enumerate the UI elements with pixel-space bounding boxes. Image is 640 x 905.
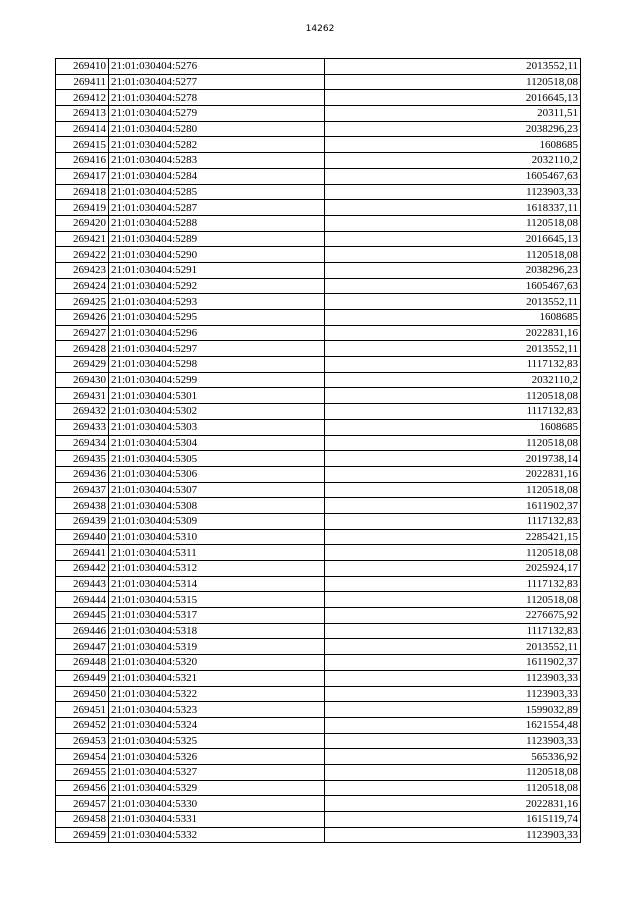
row-id-cell: 269440 bbox=[56, 529, 109, 545]
row-id-cell: 269419 bbox=[56, 200, 109, 216]
table-row bbox=[56, 733, 581, 749]
row-id-cell: 269420 bbox=[56, 215, 109, 231]
cadastral-value-cell: 1123903,33 bbox=[325, 670, 581, 686]
cadastral-number-cell: 21:01:030404:5298 bbox=[109, 357, 325, 373]
row-id-cell: 269416 bbox=[56, 153, 109, 169]
table-row bbox=[56, 655, 581, 671]
cadastral-value-cell: 2013552,11 bbox=[325, 59, 581, 75]
cadastral-number-cell: 21:01:030404:5284 bbox=[109, 168, 325, 184]
row-id-cell: 269429 bbox=[56, 357, 109, 373]
cadastral-value-cell: 1117132,83 bbox=[325, 623, 581, 639]
row-id-cell: 269451 bbox=[56, 702, 109, 718]
cadastral-number-cell: 21:01:030404:5312 bbox=[109, 561, 325, 577]
row-id-cell: 269434 bbox=[56, 435, 109, 451]
cadastral-number-cell: 21:01:030404:5332 bbox=[109, 827, 325, 843]
cadastral-value-cell: 1611902,37 bbox=[325, 498, 581, 514]
table-row bbox=[56, 451, 581, 467]
cadastral-value-cell: 1117132,83 bbox=[325, 513, 581, 529]
cadastral-number-cell: 21:01:030404:5308 bbox=[109, 498, 325, 514]
cadastral-value-cell: 1120518,08 bbox=[325, 74, 581, 90]
table-row bbox=[56, 702, 581, 718]
row-id-cell: 269457 bbox=[56, 796, 109, 812]
cadastral-value-cell: 1120518,08 bbox=[325, 780, 581, 796]
row-id-cell: 269439 bbox=[56, 513, 109, 529]
cadastral-value-cell: 2032110,2 bbox=[325, 153, 581, 169]
cadastral-value-cell: 1615119,74 bbox=[325, 812, 581, 828]
cadastral-value-cell: 1117132,83 bbox=[325, 576, 581, 592]
cadastral-value-cell: 2022831,16 bbox=[325, 466, 581, 482]
table-row bbox=[56, 419, 581, 435]
table-row bbox=[56, 325, 581, 341]
cadastral-value-cell: 2022831,16 bbox=[325, 796, 581, 812]
cadastral-number-cell: 21:01:030404:5297 bbox=[109, 341, 325, 357]
cadastral-value-cell: 1605467,63 bbox=[325, 278, 581, 294]
cadastral-number-cell: 21:01:030404:5329 bbox=[109, 780, 325, 796]
table-row bbox=[56, 310, 581, 326]
table-row bbox=[56, 670, 581, 686]
cadastral-number-cell: 21:01:030404:5287 bbox=[109, 200, 325, 216]
row-id-cell: 269423 bbox=[56, 262, 109, 278]
cadastral-number-cell: 21:01:030404:5321 bbox=[109, 670, 325, 686]
cadastral-value-cell: 20311,51 bbox=[325, 106, 581, 122]
table-row bbox=[56, 780, 581, 796]
cadastral-value-cell: 2013552,11 bbox=[325, 341, 581, 357]
table-row bbox=[56, 482, 581, 498]
cadastral-number-cell: 21:01:030404:5304 bbox=[109, 435, 325, 451]
row-id-cell: 269453 bbox=[56, 733, 109, 749]
row-id-cell: 269425 bbox=[56, 294, 109, 310]
cadastral-value-cell: 2038296,23 bbox=[325, 121, 581, 137]
row-id-cell: 269438 bbox=[56, 498, 109, 514]
table-row bbox=[56, 623, 581, 639]
cadastral-value-cell: 1120518,08 bbox=[325, 388, 581, 404]
cadastral-value-cell: 1120518,08 bbox=[325, 482, 581, 498]
table-row bbox=[56, 639, 581, 655]
table-row bbox=[56, 121, 581, 137]
table-row bbox=[56, 561, 581, 577]
table-row bbox=[56, 184, 581, 200]
row-id-cell: 269445 bbox=[56, 608, 109, 624]
cadastral-number-cell: 21:01:030404:5277 bbox=[109, 74, 325, 90]
cadastral-value-cell: 2038296,23 bbox=[325, 262, 581, 278]
row-id-cell: 269411 bbox=[56, 74, 109, 90]
cadastral-number-cell: 21:01:030404:5276 bbox=[109, 59, 325, 75]
cadastral-value-cell: 1621554,48 bbox=[325, 717, 581, 733]
row-id-cell: 269450 bbox=[56, 686, 109, 702]
cadastral-number-cell: 21:01:030404:5326 bbox=[109, 749, 325, 765]
table-row bbox=[56, 106, 581, 122]
cadastral-number-cell: 21:01:030404:5327 bbox=[109, 764, 325, 780]
row-id-cell: 269422 bbox=[56, 247, 109, 263]
table-row bbox=[56, 466, 581, 482]
table-row bbox=[56, 372, 581, 388]
cadastral-number-cell: 21:01:030404:5293 bbox=[109, 294, 325, 310]
row-id-cell: 269432 bbox=[56, 404, 109, 420]
cadastral-value-cell: 1120518,08 bbox=[325, 545, 581, 561]
row-id-cell: 269421 bbox=[56, 231, 109, 247]
cadastral-value-cell: 1599032,89 bbox=[325, 702, 581, 718]
cadastral-number-cell: 21:01:030404:5323 bbox=[109, 702, 325, 718]
table-row bbox=[56, 357, 581, 373]
table-row bbox=[56, 215, 581, 231]
cadastral-number-cell: 21:01:030404:5291 bbox=[109, 262, 325, 278]
row-id-cell: 269448 bbox=[56, 655, 109, 671]
cadastral-value-cell: 2013552,11 bbox=[325, 294, 581, 310]
table-row bbox=[56, 576, 581, 592]
cadastral-number-cell: 21:01:030404:5315 bbox=[109, 592, 325, 608]
row-id-cell: 269446 bbox=[56, 623, 109, 639]
row-id-cell: 269442 bbox=[56, 561, 109, 577]
cadastral-value-cell: 1123903,33 bbox=[325, 184, 581, 200]
table-row bbox=[56, 168, 581, 184]
row-id-cell: 269456 bbox=[56, 780, 109, 796]
table-row bbox=[56, 231, 581, 247]
table-row bbox=[56, 827, 581, 843]
cadastral-number-cell: 21:01:030404:5292 bbox=[109, 278, 325, 294]
table-row bbox=[56, 90, 581, 106]
table-row bbox=[56, 262, 581, 278]
cadastral-value-cell: 1120518,08 bbox=[325, 435, 581, 451]
row-id-cell: 269455 bbox=[56, 764, 109, 780]
row-id-cell: 269433 bbox=[56, 419, 109, 435]
table-row bbox=[56, 59, 581, 75]
row-id-cell: 269447 bbox=[56, 639, 109, 655]
cadastral-value-cell: 2016645,13 bbox=[325, 90, 581, 106]
cadastral-number-cell: 21:01:030404:5311 bbox=[109, 545, 325, 561]
table-row bbox=[56, 812, 581, 828]
table-row bbox=[56, 498, 581, 514]
table-row bbox=[56, 686, 581, 702]
cadastral-number-cell: 21:01:030404:5314 bbox=[109, 576, 325, 592]
row-id-cell: 269437 bbox=[56, 482, 109, 498]
cadastral-value-cell: 1120518,08 bbox=[325, 247, 581, 263]
table-row bbox=[56, 153, 581, 169]
row-id-cell: 269443 bbox=[56, 576, 109, 592]
page-number: 14262 bbox=[305, 24, 335, 34]
cadastral-number-cell: 21:01:030404:5306 bbox=[109, 466, 325, 482]
table-row bbox=[56, 435, 581, 451]
cadastral-number-cell: 21:01:030404:5299 bbox=[109, 372, 325, 388]
table-row bbox=[56, 341, 581, 357]
row-id-cell: 269454 bbox=[56, 749, 109, 765]
row-id-cell: 269417 bbox=[56, 168, 109, 184]
cadastral-number-cell: 21:01:030404:5319 bbox=[109, 639, 325, 655]
cadastral-value-cell: 1123903,33 bbox=[325, 686, 581, 702]
cadastral-value-cell: 2285421,15 bbox=[325, 529, 581, 545]
cadastral-value-cell: 565336,92 bbox=[325, 749, 581, 765]
row-id-cell: 269414 bbox=[56, 121, 109, 137]
row-id-cell: 269459 bbox=[56, 827, 109, 843]
row-id-cell: 269449 bbox=[56, 670, 109, 686]
table-row bbox=[56, 247, 581, 263]
row-id-cell: 269427 bbox=[56, 325, 109, 341]
cadastral-value-cell: 2025924,17 bbox=[325, 561, 581, 577]
cadastral-number-cell: 21:01:030404:5310 bbox=[109, 529, 325, 545]
cadastral-number-cell: 21:01:030404:5296 bbox=[109, 325, 325, 341]
row-id-cell: 269435 bbox=[56, 451, 109, 467]
cadastral-value-cell: 1120518,08 bbox=[325, 764, 581, 780]
cadastral-number-cell: 21:01:030404:5320 bbox=[109, 655, 325, 671]
row-id-cell: 269426 bbox=[56, 310, 109, 326]
table-row bbox=[56, 278, 581, 294]
table-row bbox=[56, 294, 581, 310]
cadastral-number-cell: 21:01:030404:5318 bbox=[109, 623, 325, 639]
table-row bbox=[56, 764, 581, 780]
cadastral-number-cell: 21:01:030404:5288 bbox=[109, 215, 325, 231]
row-id-cell: 269436 bbox=[56, 466, 109, 482]
row-id-cell: 269458 bbox=[56, 812, 109, 828]
cadastral-number-cell: 21:01:030404:5280 bbox=[109, 121, 325, 137]
row-id-cell: 269428 bbox=[56, 341, 109, 357]
row-id-cell: 269418 bbox=[56, 184, 109, 200]
table-row bbox=[56, 137, 581, 153]
table-row bbox=[56, 74, 581, 90]
table-row bbox=[56, 717, 581, 733]
cadastral-value-cell: 1120518,08 bbox=[325, 215, 581, 231]
cadastral-number-cell: 21:01:030404:5305 bbox=[109, 451, 325, 467]
cadastral-number-cell: 21:01:030404:5325 bbox=[109, 733, 325, 749]
cadastral-value-cell: 1605467,63 bbox=[325, 168, 581, 184]
table-body bbox=[56, 59, 581, 843]
row-id-cell: 269413 bbox=[56, 106, 109, 122]
table-row bbox=[56, 796, 581, 812]
row-id-cell: 269410 bbox=[56, 59, 109, 75]
cadastral-value-cell: 1123903,33 bbox=[325, 733, 581, 749]
table-row bbox=[56, 404, 581, 420]
cadastral-value-cell: 2032110,2 bbox=[325, 372, 581, 388]
cadastral-number-cell: 21:01:030404:5322 bbox=[109, 686, 325, 702]
row-id-cell: 269412 bbox=[56, 90, 109, 106]
table-row bbox=[56, 749, 581, 765]
cadastral-number-cell: 21:01:030404:5279 bbox=[109, 106, 325, 122]
cadastral-value-cell: 1608685 bbox=[325, 137, 581, 153]
row-id-cell: 269424 bbox=[56, 278, 109, 294]
cadastral-number-cell: 21:01:030404:5283 bbox=[109, 153, 325, 169]
cadastral-number-cell: 21:01:030404:5303 bbox=[109, 419, 325, 435]
cadastral-value-cell: 2276675,92 bbox=[325, 608, 581, 624]
cadastral-number-cell: 21:01:030404:5290 bbox=[109, 247, 325, 263]
cadastral-value-cell: 2016645,13 bbox=[325, 231, 581, 247]
cadastral-number-cell: 21:01:030404:5324 bbox=[109, 717, 325, 733]
row-id-cell: 269441 bbox=[56, 545, 109, 561]
cadastral-number-cell: 21:01:030404:5307 bbox=[109, 482, 325, 498]
table-row bbox=[56, 608, 581, 624]
cadastral-number-cell: 21:01:030404:5278 bbox=[109, 90, 325, 106]
row-id-cell: 269431 bbox=[56, 388, 109, 404]
cadastral-number-cell: 21:01:030404:5301 bbox=[109, 388, 325, 404]
cadastral-value-cell: 1608685 bbox=[325, 419, 581, 435]
cadastral-number-cell: 21:01:030404:5285 bbox=[109, 184, 325, 200]
cadastral-number-cell: 21:01:030404:5317 bbox=[109, 608, 325, 624]
cadastral-number-cell: 21:01:030404:5309 bbox=[109, 513, 325, 529]
cadastral-number-cell: 21:01:030404:5330 bbox=[109, 796, 325, 812]
cadastral-number-cell: 21:01:030404:5295 bbox=[109, 310, 325, 326]
cadastral-value-cell: 1618337,11 bbox=[325, 200, 581, 216]
cadastral-value-cell: 1608685 bbox=[325, 310, 581, 326]
cadastral-value-cell: 2019738,14 bbox=[325, 451, 581, 467]
row-id-cell: 269444 bbox=[56, 592, 109, 608]
cadastral-number-cell: 21:01:030404:5282 bbox=[109, 137, 325, 153]
cadastral-value-cell: 1120518,08 bbox=[325, 592, 581, 608]
cadastral-value-cell: 1117132,83 bbox=[325, 357, 581, 373]
cadastral-value-cell: 2013552,11 bbox=[325, 639, 581, 655]
table-row bbox=[56, 529, 581, 545]
table-row bbox=[56, 545, 581, 561]
cadastral-value-table bbox=[55, 58, 581, 843]
cadastral-number-cell: 21:01:030404:5289 bbox=[109, 231, 325, 247]
row-id-cell: 269452 bbox=[56, 717, 109, 733]
cadastral-value-cell: 1611902,37 bbox=[325, 655, 581, 671]
cadastral-value-cell: 1117132,83 bbox=[325, 404, 581, 420]
table-row bbox=[56, 513, 581, 529]
table-row bbox=[56, 592, 581, 608]
row-id-cell: 269415 bbox=[56, 137, 109, 153]
table-row bbox=[56, 200, 581, 216]
cadastral-value-cell: 1123903,33 bbox=[325, 827, 581, 843]
cadastral-value-cell: 2022831,16 bbox=[325, 325, 581, 341]
cadastral-number-cell: 21:01:030404:5302 bbox=[109, 404, 325, 420]
cadastral-number-cell: 21:01:030404:5331 bbox=[109, 812, 325, 828]
table-row bbox=[56, 388, 581, 404]
row-id-cell: 269430 bbox=[56, 372, 109, 388]
